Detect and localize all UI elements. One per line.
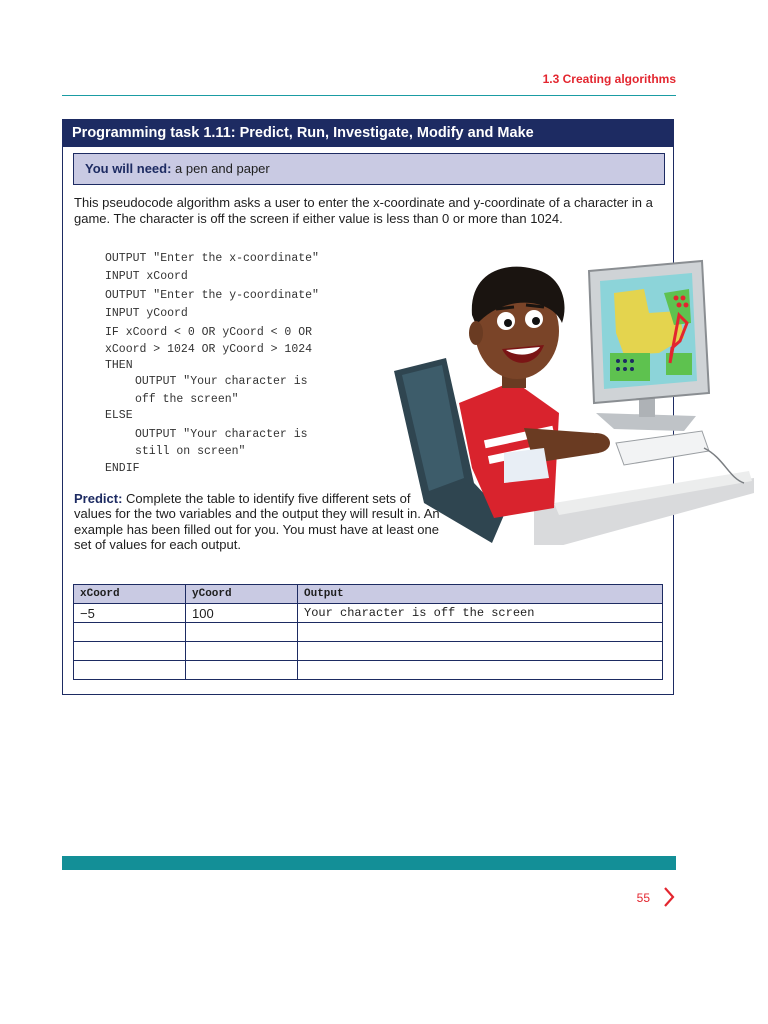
table-row [74, 604, 663, 623]
column-header-output: Output [298, 585, 663, 604]
predict-label: Predict: [74, 491, 123, 506]
output-cell: Your character is off the screen [298, 604, 663, 623]
code-line: INPUT xCoord [105, 270, 188, 284]
code-line: still on screen" [135, 444, 246, 458]
xcoord-cell[interactable] [74, 661, 186, 680]
need-text: a pen and paper [171, 161, 270, 176]
table-row [74, 642, 663, 661]
header-rule [62, 95, 676, 96]
code-line: OUTPUT "Your character is [135, 375, 308, 389]
you-will-need-box [73, 153, 665, 185]
page-number: 55 [636, 891, 650, 905]
task-title: Programming task 1.11: Predict, Run, Investigate, Modify and Make [63, 120, 673, 147]
need-label: You will need: [85, 161, 172, 176]
code-line: ELSE [105, 409, 133, 423]
column-header-xcoord: xCoord [74, 585, 186, 604]
code-line: THEN [105, 358, 133, 372]
xcoord-cell[interactable] [74, 623, 186, 642]
pseudocode-block [105, 250, 319, 478]
ycoord-cell: 100 [186, 604, 298, 623]
code-line: off the screen" [135, 392, 239, 406]
output-cell[interactable] [298, 642, 663, 661]
code-line: IF xCoord < 0 OR yCoord < 0 OR [105, 325, 313, 339]
ycoord-cell[interactable] [186, 623, 298, 642]
output-cell[interactable] [298, 623, 663, 642]
xcoord-cell[interactable] [74, 642, 186, 661]
code-line: INPUT yCoord [105, 307, 188, 321]
column-header-ycoord: yCoord [186, 585, 298, 604]
code-line: xCoord > 1024 OR yCoord > 1024 [105, 342, 313, 356]
next-page-chevron-icon[interactable] [662, 886, 676, 908]
footer-band [62, 856, 676, 870]
keyboard-icon [616, 431, 709, 465]
student-icon [459, 267, 610, 518]
table-header-row [74, 585, 663, 604]
table-row [74, 661, 663, 680]
student-at-computer-illustration [384, 253, 754, 545]
xcoord-cell: −5 [74, 604, 186, 623]
running-head: 1.3 Creating algorithms [542, 72, 676, 86]
code-line: ENDIF [105, 461, 140, 475]
table-row [74, 623, 663, 642]
output-cell[interactable] [298, 661, 663, 680]
code-line: OUTPUT "Your character is [135, 427, 308, 441]
programming-task-box [62, 119, 674, 695]
values-table [73, 584, 663, 680]
code-line: OUTPUT "Enter the y-coordinate" [105, 288, 319, 302]
intro-paragraph: This pseudocode algorithm asks a user to enter the x-coordinate and y-coordinate of a character in a game. The character is off the screen if either value is less than 0 or more than 1024. [74, 195, 653, 226]
predict-text: Complete the table to identify five different sets of values for the two variables and the output they will result in. An example has been filled out for you. You must have at least one set of values for each output. [74, 491, 440, 552]
monitor-icon [589, 261, 709, 431]
code-line: OUTPUT "Enter the x-coordinate" [105, 252, 319, 265]
ycoord-cell[interactable] [186, 642, 298, 661]
ycoord-cell[interactable] [186, 661, 298, 680]
